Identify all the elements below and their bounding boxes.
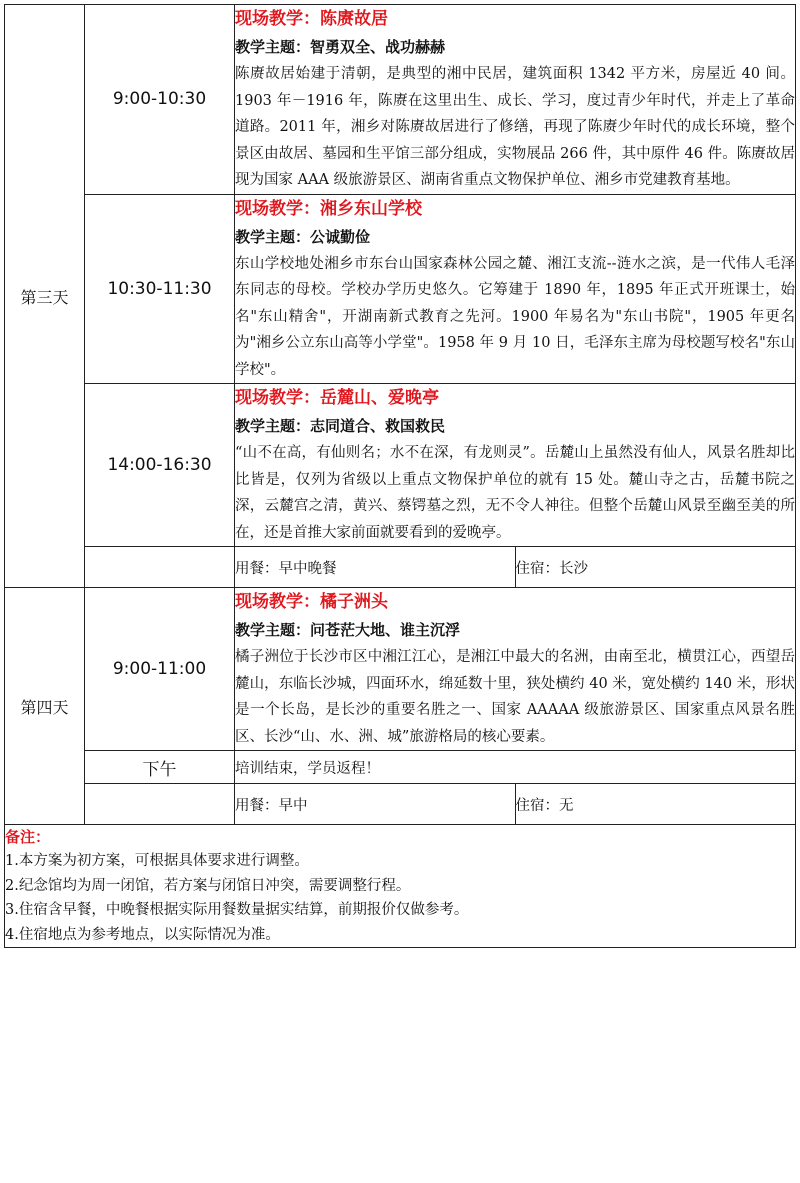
table-row [5,751,796,784]
notes-section [5,825,796,948]
empty-cell [85,784,235,825]
session-theme: 教学主题：志同道合、救国救民 [235,417,446,435]
lodging-info: 住宿：无 [515,784,796,825]
afternoon-text: 培训结束，学员返程！ [235,751,796,784]
table-row [5,384,796,547]
afternoon-label: 下午 [85,751,235,784]
session-time: 9:00-10:30 [85,5,235,195]
session-content [235,588,796,751]
notes-title: 备注： [5,828,51,846]
schedule-table [4,4,796,948]
table-row [5,588,796,751]
empty-cell [85,547,235,588]
session-content [235,194,796,384]
session-title: 现场教学：湘乡东山学校 [235,198,422,219]
notes-row [5,825,796,948]
session-description: 橘子洲位于长沙市区中湘江江心，是湘江中最大的名洲，由南至北，横贯江心，西望岳麓山，东临长沙城，四面环水，绵延数十里，狭处横约 40 米，宽处横约 140 米，形状是一个长岛，是长沙的重要名胜之一、国家 AAAAA 级旅游景区、国家重点风景名胜区、长沙“山、水、洲、城”旅游格局的核心要素。 [235,649,795,745]
day-label: 第三天 [5,5,85,588]
note-item: 1.本方案为初方案，可根据具体要求进行调整。 [5,853,309,869]
note-item: 2.纪念馆均为周一闭馆，若方案与闭馆日冲突，需要调整行程。 [5,877,411,894]
session-title: 现场教学：橘子洲头 [235,592,388,612]
session-time: 9:00-11:00 [85,588,235,751]
session-title: 现场教学：陈赓故居 [235,9,388,29]
lodging-info: 住宿：长沙 [515,547,796,588]
note-item: 4.住宿地点为参考地点，以实际情况为准。 [5,926,280,943]
session-title: 现场教学：岳麓山、爱晚亭 [235,388,439,408]
session-theme: 教学主题：问苍茫大地、谁主沉浮 [235,621,461,639]
session-description: 陈赓故居始建于清朝，是典型的湘中民居，建筑面积 1342 平方米，房屋近 40 间。1903 年－1916 年，陈赓在这里出生、成长、学习，度过青少年时代，并走上了革命道路。2011 年，湘乡对陈赓故居进行了修缮，再现了陈赓少年时代的成长环境，整个景区由故居、墓园和生平馆三部分组成，实物展品 266 件，其中原件 46 件。陈赓故居现为国家 AAA 级旅游景区、湖南省重点文物保护单位、湘乡市党建教育基地。 [235,66,795,188]
table-row [5,194,796,384]
day-label: 第四天 [5,588,85,825]
table-row [5,5,796,195]
note-item: 3.住宿含早餐，中晚餐根据实际用餐数量据实结算，前期报价仅做参考。 [5,902,469,918]
session-description: “山不在高，有仙则名；水不在深，有龙则灵”。岳麓山上虽然没有仙人，风景名胜却比比皆是，仅列为省级以上重点文物保护单位的就有 15 处。麓山寺之古，岳麓书院之深，云麓宫之清，黄兴、蔡锷墓之烈，无不令人神往。但整个岳麓山风景至幽至美的所在，还是首推大家前面就要看到的爱晚亭。 [235,445,795,541]
meal-info: 用餐：早中 [235,784,516,825]
session-content [235,5,796,195]
table-row [5,784,796,825]
session-time: 10:30-11:30 [85,194,235,384]
session-description: 东山学校地处湘乡市东台山国家森林公园之麓、湘江支流--涟水之滨，是一代伟人毛泽东同志的母校。学校办学历史悠久。它筹建于 1890 年，1895 年正式开班课士，始名"东山精舍"，开湖南新式教育之先河。1900 年易名为"东山书院"，1905 年更名为"湘乡公立东山高等小学堂"。1958 年 9 月 10 日，毛泽东主席为母校题写校名"东山学校"。 [235,255,795,378]
session-theme: 教学主题：公诚勤俭 [235,227,371,246]
table-row [5,547,796,588]
session-content [235,384,796,547]
session-theme: 教学主题：智勇双全、战功赫赫 [235,38,446,56]
meal-info: 用餐：早中晚餐 [235,547,516,588]
session-time: 14:00-16:30 [85,384,235,547]
